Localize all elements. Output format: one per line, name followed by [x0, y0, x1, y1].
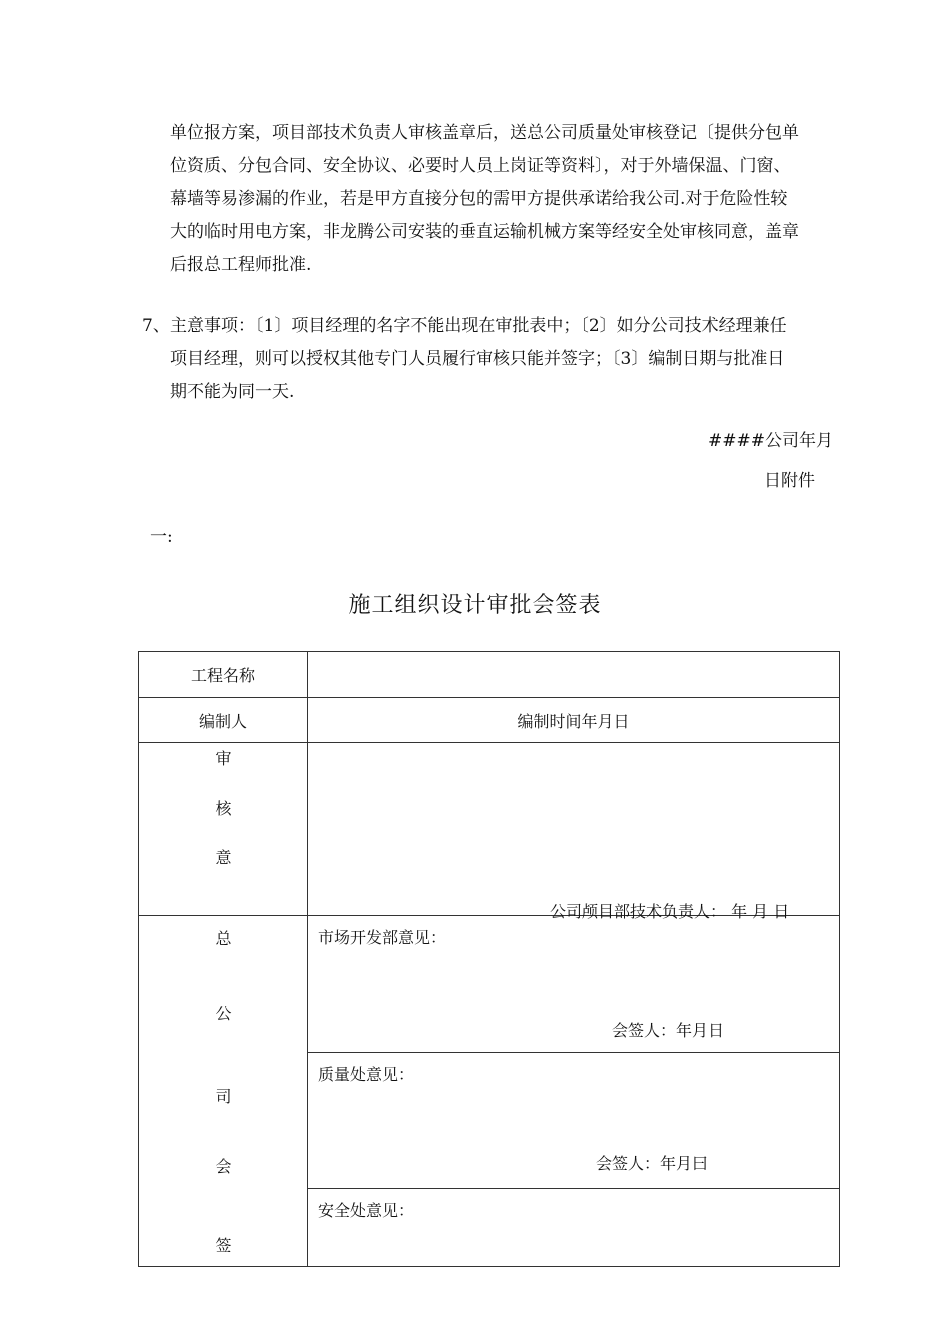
review-char: 审 [215, 749, 232, 768]
table-row [139, 743, 840, 916]
compile-time-label: 编制时间年月日 [308, 698, 840, 743]
review-char: 意 [215, 848, 232, 867]
quality-opinion-label: 质量处意见： [318, 1065, 415, 1084]
market-opinion-field[interactable] [308, 916, 840, 1053]
paragraph-6-line: 单位报方案，项目部技术负责人审核盖章后，送总公司质量处审核登记〔提供分包单 [170, 123, 799, 143]
safety-opinion-label: 安全处意见： [318, 1201, 415, 1220]
table-row [139, 916, 840, 1053]
hq-char: 会 [215, 1157, 232, 1176]
paragraph-6-line: 后报总工程师批准. [170, 255, 312, 275]
attachment-label: 一: [150, 527, 173, 547]
quality-opinion-field[interactable] [308, 1053, 840, 1189]
review-opinion-field[interactable] [308, 743, 840, 921]
paragraph-7-line: 项目经理，则可以授权其他专门人员履行审核只能并签字；〔3〕编制日期与批准日 [170, 349, 785, 369]
market-signature-line: 会签人：年月日 [612, 1021, 725, 1040]
compiler-label: 编制人 [139, 698, 308, 743]
signature-company: ####公司年月 [708, 431, 833, 451]
hq-countersign-label [139, 916, 308, 1267]
paragraph-7-line: 期不能为同一天. [170, 382, 295, 402]
project-name-label: 工程名称 [139, 652, 308, 698]
review-signature-line: 公司颅目部技术负责人： 年 月 日 [550, 902, 790, 921]
approval-form-table [138, 651, 840, 1267]
hq-char: 总 [215, 929, 232, 948]
table-row [139, 652, 840, 698]
signature-day-attachment: 日附件 [764, 471, 815, 491]
paragraph-6-line: 位资质、分包合同、安全协议、必要时人员上岗证等资料〕，对于外墙保温、门窗、 [170, 156, 791, 176]
paragraph-6-line: 大的临时用电方案，非龙腾公司安装的垂直运输机械方案等经安全处审核同意，盖章 [170, 222, 799, 242]
paragraph-6 [170, 117, 845, 282]
paragraph-7 [142, 310, 845, 409]
review-opinion-label [139, 743, 308, 916]
form-title: 施工组织设计审批会签表 [348, 593, 602, 618]
safety-opinion-field[interactable] [308, 1189, 840, 1267]
quality-signature-line: 会签人：年月曰 [596, 1154, 709, 1173]
paragraph-7-line: 主意事项：〔1〕项目经理的名字不能出现在审批表中；〔2〕如分公司技术经理兼任 [170, 316, 787, 336]
project-name-field[interactable] [308, 652, 840, 698]
hq-char: 公 [215, 1004, 232, 1023]
market-opinion-label: 市场开发部意见： [318, 928, 447, 947]
hq-char: 司 [215, 1087, 232, 1106]
review-char: 核 [215, 799, 232, 818]
paragraph-6-line: 幕墙等易渗漏的作业，若是甲方直接分包的需甲方提供承诺给我公司.对于危险性较 [170, 189, 788, 209]
table-row [139, 698, 840, 743]
paragraph-7-number: 7、 [142, 316, 170, 336]
hq-char: 签 [215, 1236, 232, 1255]
